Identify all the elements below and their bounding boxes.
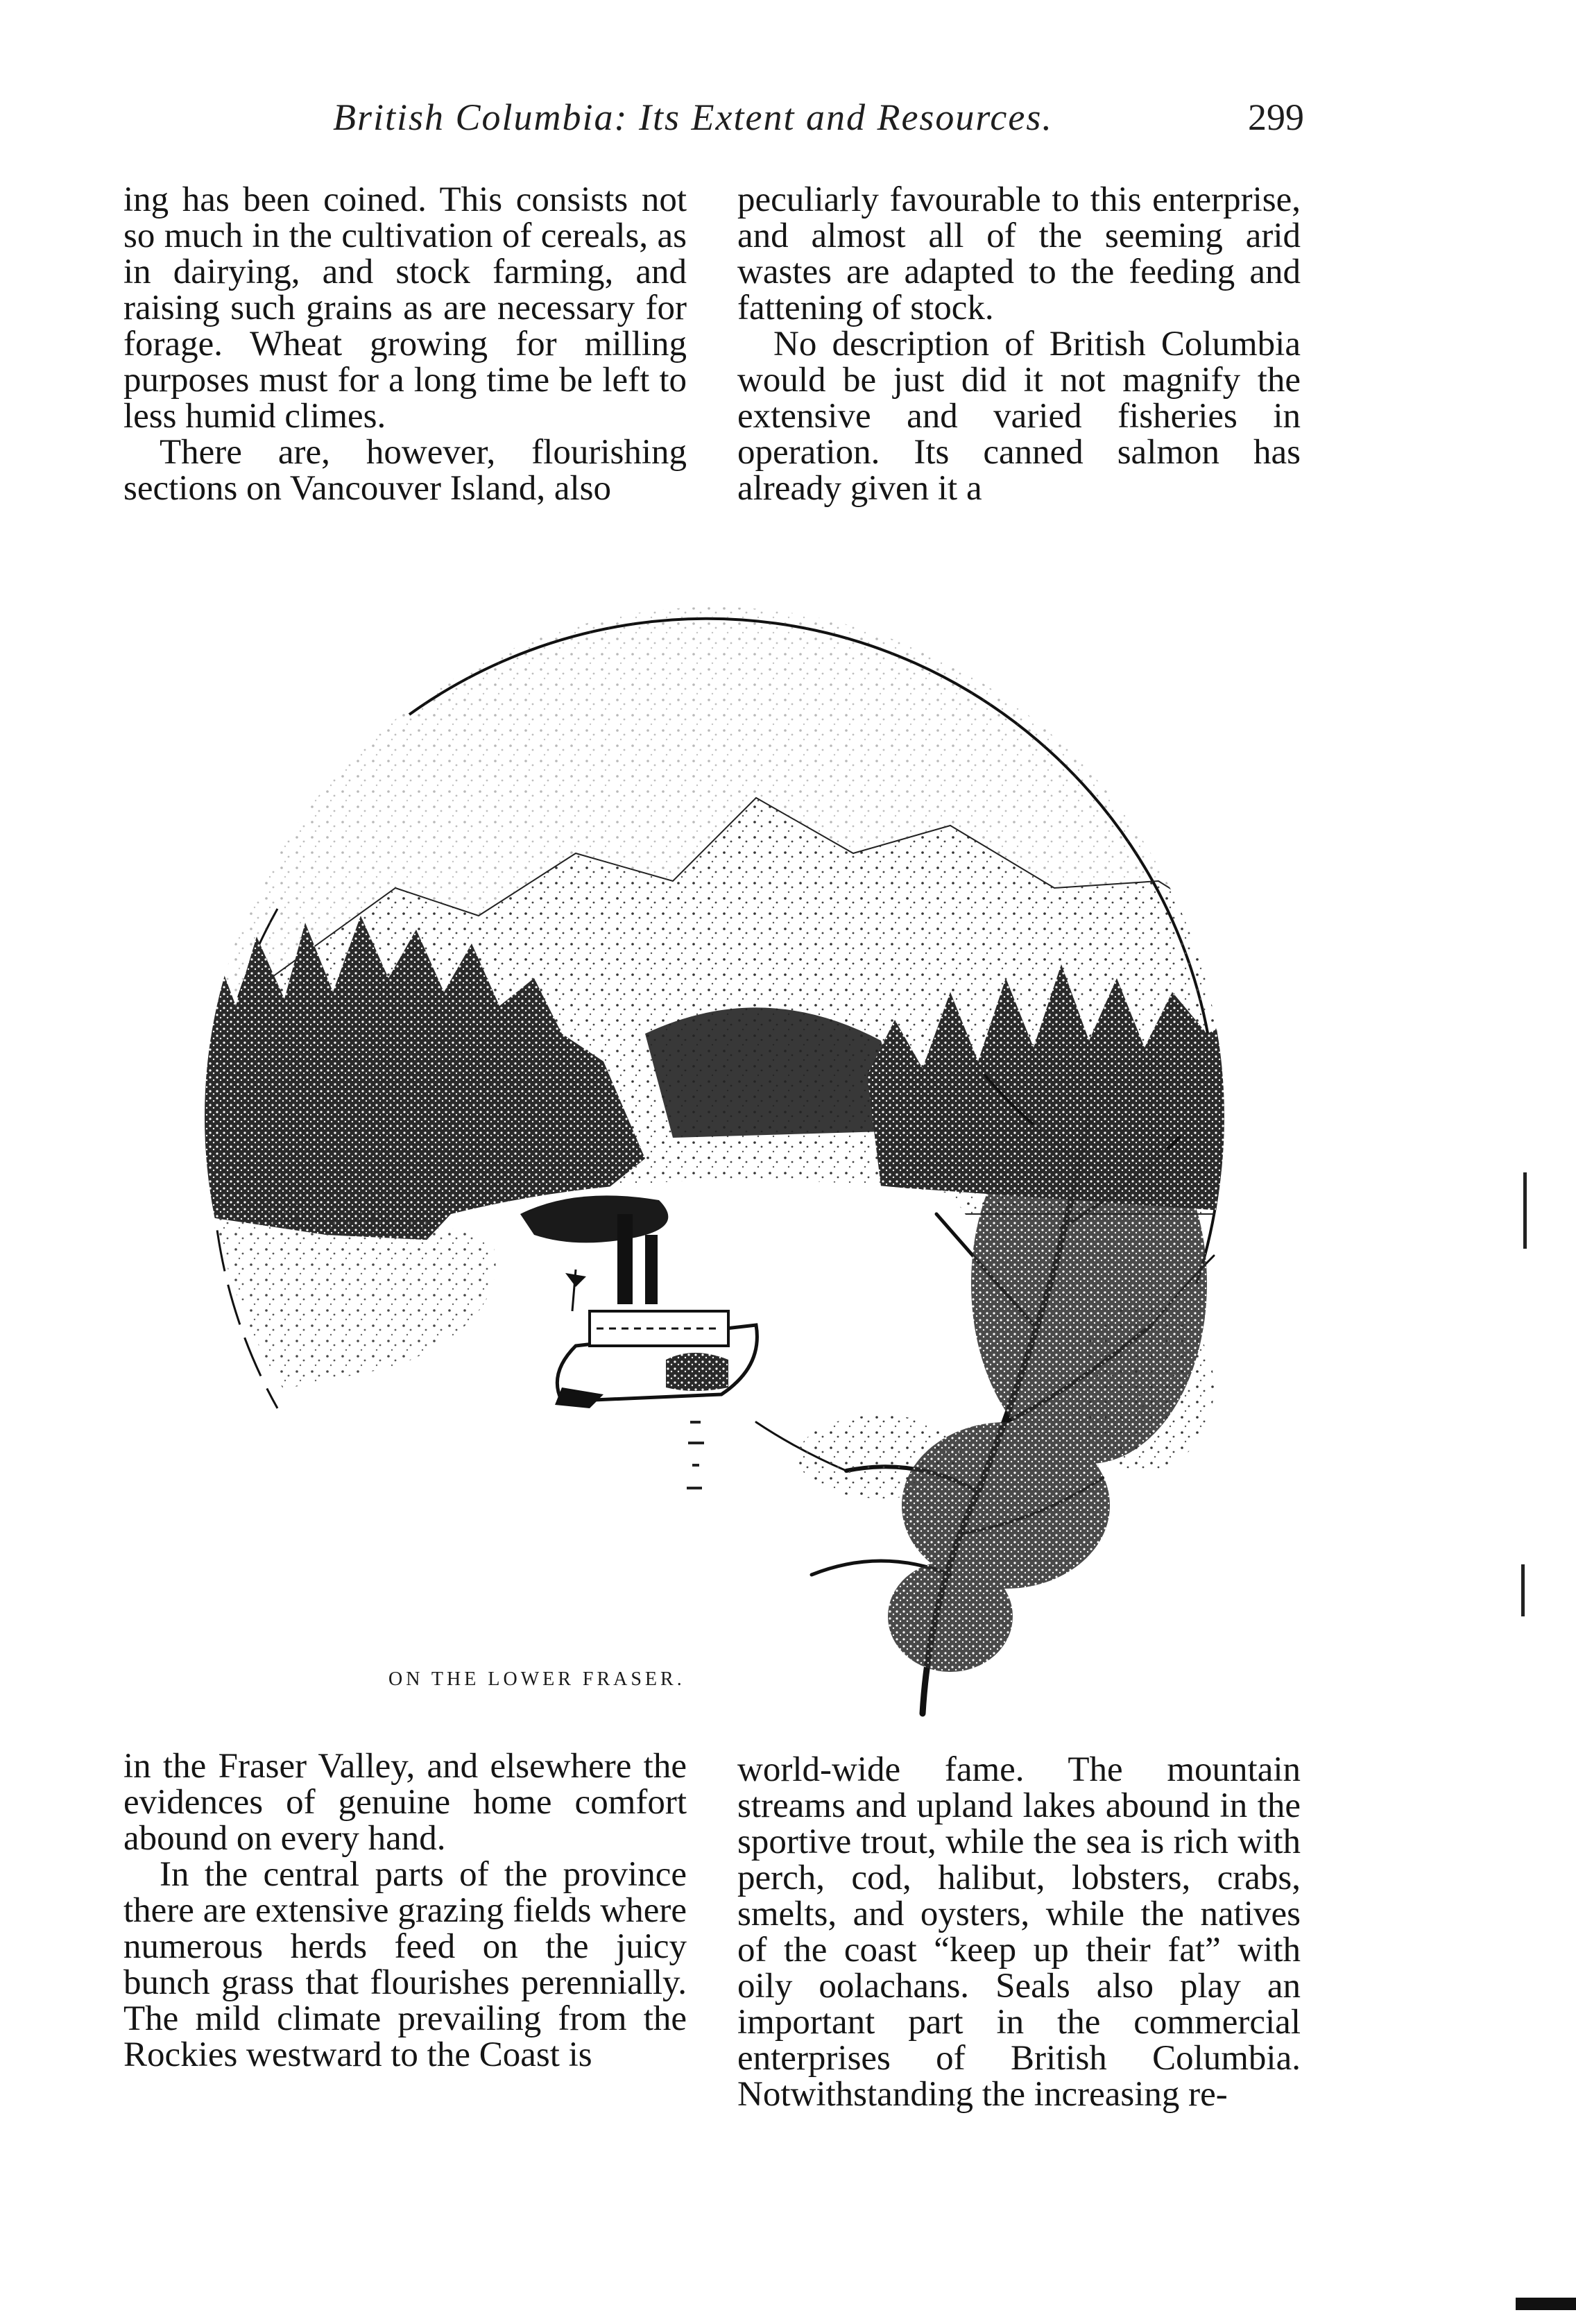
scan-mark	[1516, 2298, 1576, 2310]
running-header	[333, 96, 1304, 151]
column-bottom-right	[737, 1752, 1301, 2112]
paragraph: in the Fraser Valley, and elsewhere the evidences of genuine home comfort abound on every hand.	[123, 1747, 687, 1858]
column-top-right	[737, 182, 1301, 506]
paragraph: No description of British Columbia would be just did it not magnify the extensive and varied fisheries in operation. Its canned salmon has already given it a	[737, 325, 1301, 508]
running-title: British Columbia: Its Extent and Resources.	[333, 96, 1053, 138]
figure-caption: ON THE LOWER FRASER.	[388, 1668, 685, 1690]
river-steamboat-illustration	[187, 590, 1269, 1734]
paragraph: In the central parts of the province there are extensive grazing fields where numerous herds feed on the juicy bunch grass that flourishes perennially. The mild climate prevailing from the Rockies westward to the Coast is	[123, 1855, 687, 2074]
engraving-svg	[187, 590, 1269, 1734]
paragraph: world-wide fame. The mountain streams and upland lakes abound in the sportive trout, while the sea is rich with perch, cod, halibut, lobsters, crabs, smelts, and oysters, while the natives of the coast “keep up their fat” with oily oolachans. Seals also play an important part in the commercial enterprises of British Columbia. Notwithstanding the increasing re-	[737, 1750, 1301, 2114]
paragraph: ing has been coined. This consists not so much in the cultivation of cereals, as in dairying, and stock farming, and raising such grains as are necessary for forage. Wheat growing for milling purposes must for a long time be left to less humid climes.	[123, 180, 687, 436]
column-top-left	[123, 182, 687, 506]
scan-mark	[1523, 1172, 1527, 1249]
paragraph: peculiarly favourable to this enterprise, and almost all of the seeming arid wastes are adapted to the feeding and fattening of stock.	[737, 180, 1301, 327]
column-bottom-left	[123, 1748, 687, 2073]
paragraph: There are, however, flourishing sections on Vancouver Island, also	[123, 433, 687, 508]
page-number: 299	[1248, 96, 1304, 138]
scan-mark	[1521, 1564, 1525, 1616]
